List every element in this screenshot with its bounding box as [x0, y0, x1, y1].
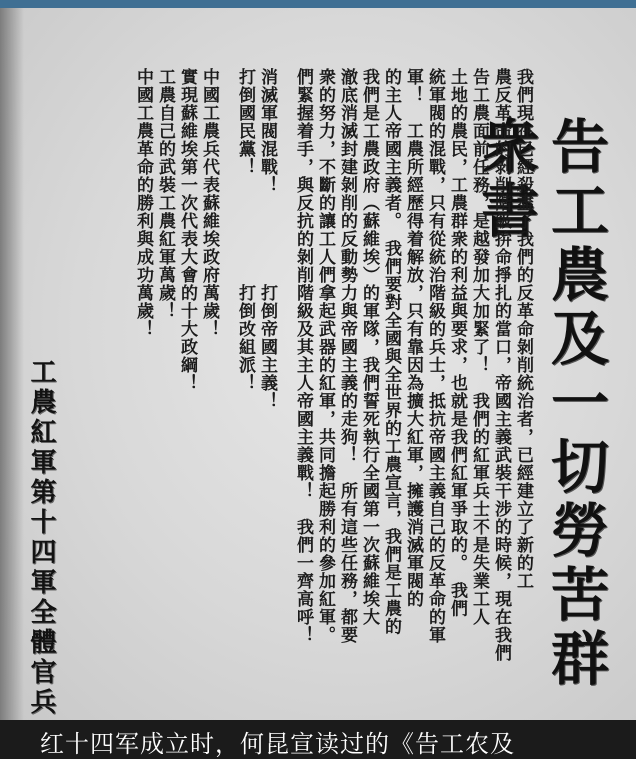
leaflet-column: 土地的農民，工農群衆的利益與要求，也就是我們紅軍爭取的。 我們 [447, 68, 467, 618]
leaflet-column: 軍！ 工農所經歷得着解放，只有靠因為擴大紅軍，擁護消滅軍閥的 [403, 68, 423, 608]
leaflet-column [278, 68, 292, 668]
scanned-leaflet [0, 8, 636, 720]
leaflet-column [220, 68, 234, 668]
leaflet-column: 消滅軍閥混戰！ 打倒帝國主義！ [257, 68, 277, 410]
leaflet-signature: 工農紅軍第十四軍全體官兵 [26, 358, 56, 718]
leaflet-headline: 告工農及一切勞苦群衆書 [471, 116, 609, 692]
leaflet-column: 們緊握着手，與反抗的剝削階級及其主人帝國主義戰！ 我們一齊高呼！ [293, 68, 313, 644]
caption-bar [0, 720, 636, 759]
leaflet-column: 告工農面前任務，是越發加大加緊了！ 我們的紅軍兵士不是失業工人 [469, 68, 489, 626]
leaflet-column: 我們是工農政府（蘇維埃）的軍隊，我們誓死執行全國第一次蘇維埃大 [359, 68, 379, 626]
top-accent-bar [0, 0, 636, 8]
leaflet-column: 中國工農革命的勝利與成功萬歲！ [133, 68, 153, 338]
leaflet-column: 我們現在已經殺盡了我們的反革命剝削統治者，已經建立了新的工 [513, 68, 533, 590]
leaflet-column: 農反革命的剝削階級拚命掙扎的當口，帝國主義武裝干涉的時候，現在我們 [491, 68, 511, 662]
leaflet-column: 打倒國民黨！ 打倒改組派！ [235, 68, 255, 392]
leaflet-column: 衆的努力，不斷的讓工人們拿起武器的紅軍，共同擔起勝利的參加紅軍。 [315, 68, 335, 644]
leaflet-column: 工農自己的武裝工農紅軍萬歲！ [155, 68, 175, 320]
leaflet-column: 實現蘇維埃第一次代表大會的十大政綱！ [177, 68, 197, 392]
leaflet-body [132, 68, 534, 668]
leaflet-column: 中國工農兵代表蘇維埃政府萬歲！ [199, 68, 219, 338]
photo-caption: 红十四军成立时，何昆宣读过的《告工农及 [40, 730, 515, 758]
leaflet-column: 的主人帝國主義者。 我們要對全國與全世界的工農宣言，我們是工農的 [381, 68, 401, 636]
scan-edge-shadow [0, 8, 24, 720]
leaflet-column: 統軍閥的混戰，只有從統治階級的兵士，抵抗帝國主義自己的反革命的軍 [425, 68, 445, 644]
leaflet-column: 澈底消滅封建剝削的反動勢力與帝國主義的走狗！ 所有這些任務，都要 [337, 68, 357, 644]
